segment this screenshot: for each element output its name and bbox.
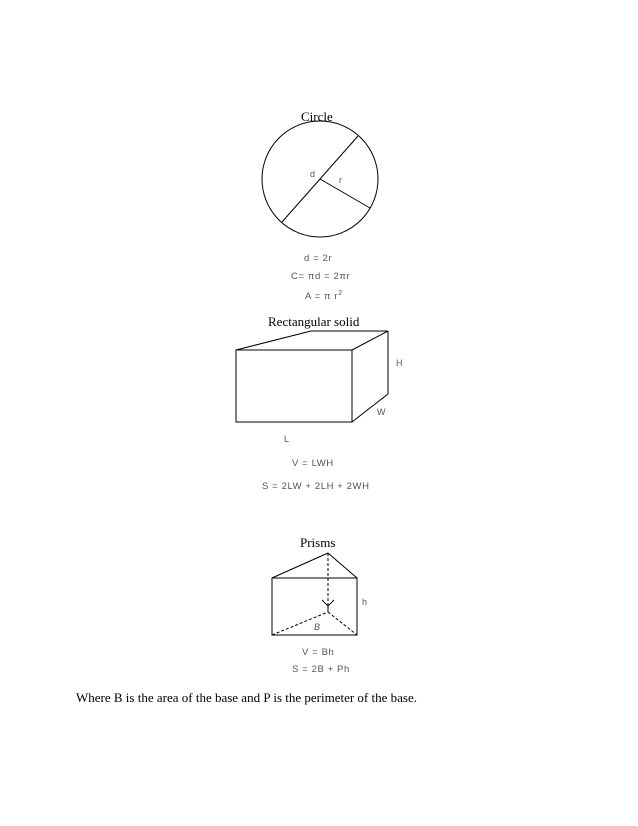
prism-formula-surface: S = 2B + Ph [292, 664, 350, 675]
rectangular-solid-label-h: H [396, 358, 403, 368]
rectangular-solid-formula-volume: V = LWH [292, 458, 334, 469]
prism-label-b: B [314, 622, 321, 632]
circle-formula-area-exponent: 2 [338, 290, 343, 297]
rectangular-solid-label-l: L [284, 434, 290, 444]
circle-formula-circumference: C= πd = 2πr [291, 271, 351, 282]
rectangular-solid-label-w: W [377, 407, 386, 417]
circle-title: Circle [301, 109, 333, 124]
circle-formula-area-base: A = π r [305, 291, 339, 303]
circle-formula-area [305, 290, 343, 302]
prism-title: Prisms [300, 535, 336, 550]
rectangular-solid-formula-surface: S = 2LW + 2LH + 2WH [262, 481, 370, 492]
prism-formula-volume: V = Bh [302, 647, 335, 658]
circle-formula-diameter: d = 2r [304, 253, 333, 264]
circle-radius-line [320, 179, 370, 208]
rectangular-solid-diagram [236, 331, 388, 422]
base-definition-note: Where B is the area of the base and P is the perimeter of the base. [76, 690, 417, 705]
circle-label-r: r [339, 175, 343, 185]
prism-label-h: h [362, 597, 368, 607]
circle-label-d: d [310, 169, 316, 179]
rectangular-solid-title: Rectangular solid [268, 314, 360, 329]
